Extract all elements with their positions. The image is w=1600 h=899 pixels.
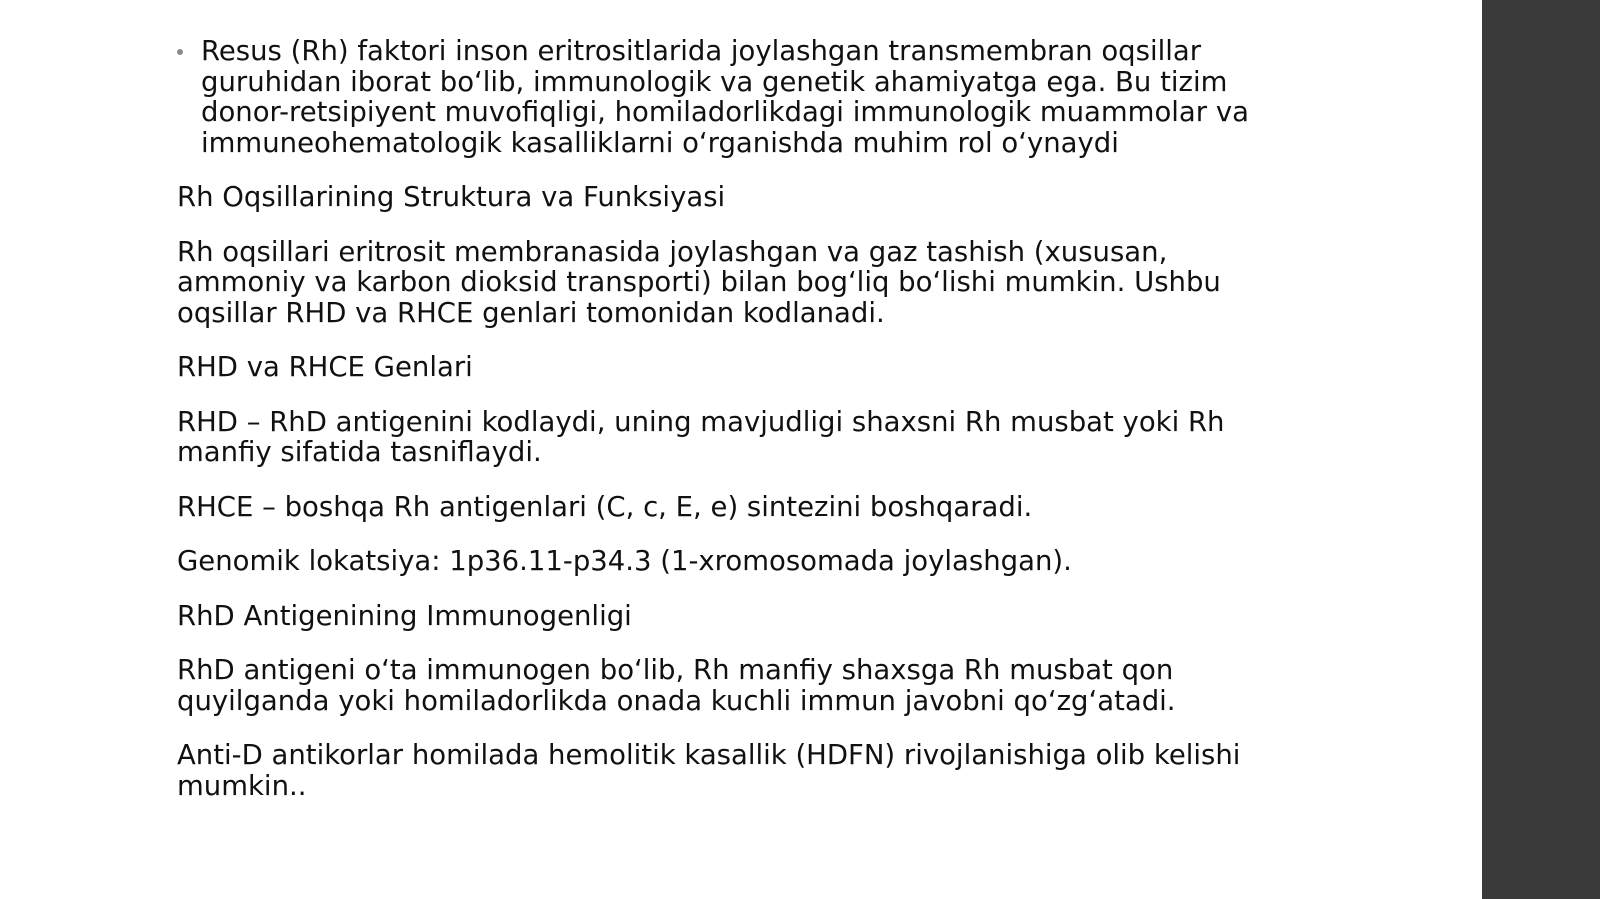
- right-sidebar-band: [1482, 0, 1600, 899]
- paragraph-immunogenicity-text: RhD antigeni o‘ta immunogen bo‘lib, Rh manfiy shaxsga Rh musbat qon quyilganda yoki homiladorlikda onada kuchli immun javobni qo‘zg‘atadi.: [177, 654, 1176, 717]
- paragraph-structure-text: Rh oqsillari eritrosit membranasida joylashgan va gaz tashish (xususan, ammoniy va karbon dioksid transporti) bilan bog‘liq bo‘lishi mumkin. Ushbu oqsillar RHD va RHCE genlari tomonidan kodlanadi.: [177, 235, 1221, 329]
- paragraph-genomic-location: Genomik lokatsiya: 1p36.11-p34.3 (1-xromosomada joylashgan).: [177, 545, 1072, 577]
- section-heading-structure: Rh Oqsillarining Struktura va Funksiyasi: [177, 181, 726, 213]
- bullet-dot-icon: [177, 49, 183, 55]
- intro-bullet-text: Resus (Rh) faktori inson eritrositlarida joylashgan transmembran oqsillar guruhidan iborat bo‘lib, immunologik va genetik ahamiyatga ega. Bu tizim donor-retsipiyent muvofiqligi, homiladorlikdagi immunologik muammolar va immuneohematologik kasalliklarni o‘rganishda muhim rol o‘ynaydi: [201, 35, 1249, 159]
- slide-content: [177, 36, 1297, 825]
- section-heading-immunogenicity: RhD Antigenining Immunogenligi: [177, 599, 632, 632]
- paragraph-anti-d: Anti-D antikorlar homilada hemolitik kasallik (HDFN) rivojlanishiga olib kelishi mumkin..: [177, 739, 1241, 802]
- paragraph-rhce-gene: RHCE – boshqa Rh antigenlari (C, c, E, e) sintezini boshqaradi.: [177, 490, 1033, 523]
- section-heading-genes: RHD va RHCE Genlari: [177, 351, 473, 383]
- paragraph-rhd-gene: RHD – RhD antigenini kodlaydi, uning mavjudligi shaxsni Rh musbat yoki Rh manfiy sifatida tasniflaydi.: [177, 405, 1225, 468]
- intro-bullet-item: [177, 36, 1297, 158]
